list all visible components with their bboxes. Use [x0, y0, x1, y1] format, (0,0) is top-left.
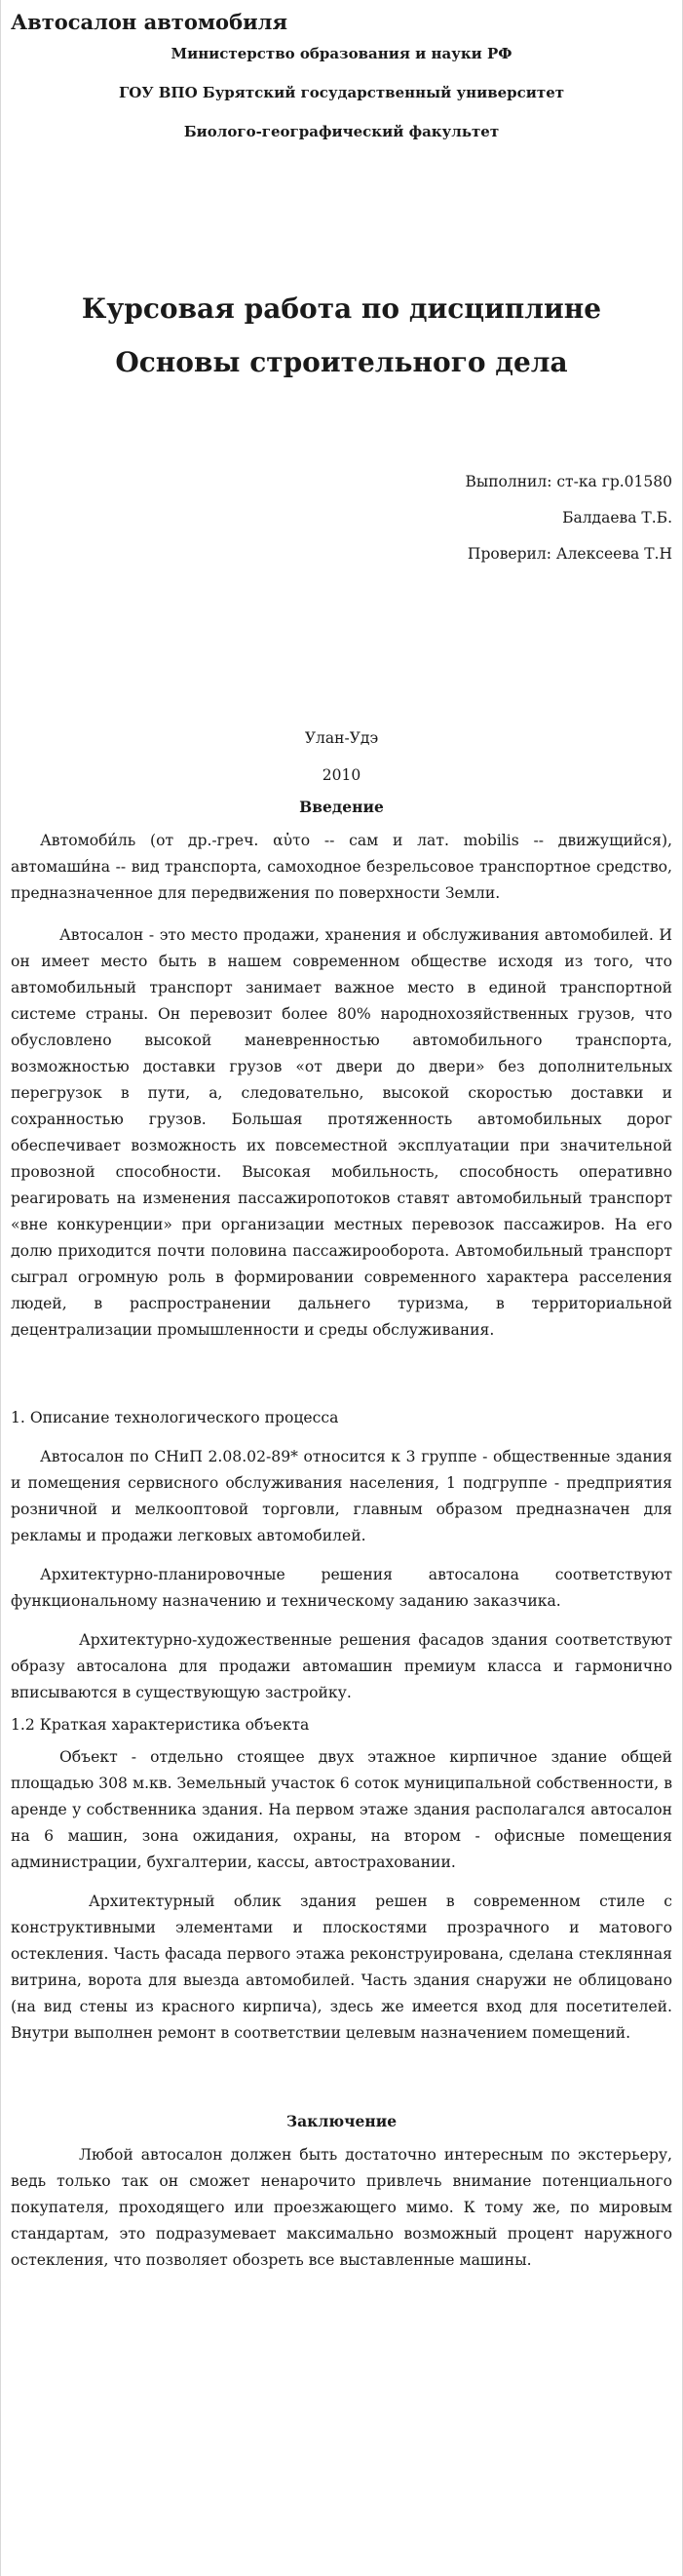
performed-by: Выполнил: ст-ка гр.01580: [465, 473, 672, 490]
course-title-line1: Курсовая работа по дисциплине: [81, 293, 602, 325]
intro-heading: Введение: [299, 798, 384, 816]
conclusion-heading: Заключение: [285, 2112, 398, 2130]
student-name: Балдаева Т.Б.: [562, 509, 672, 527]
intro-paragraph-2: Автосалон - это место продажи, хранения и обслуживания автомобилей. И он имеет место быть в нашем современном обществе исходя из того, что автомобильный транспорт занимает важное место в единой транспортной системе страны. Он перевозит более 80% народнохозяйственных грузов, что обусловлено высокой маневренностью автомобильного транспорта, возможностью доставки грузов «от двери до двери» без дополнительных перегрузок в пути, а, следовательно, высокой скоростью доставки и сохранностью грузов. Большая протяженность автомобильных дорог обеспечивает возможность их повсеместной эксплуатации при значительной провозной способности. Высокая мобильность, способность оперативно реагировать на изменения пассажиропотоков ставят автомобильный транспорт «вне конкуренции» при организации местных перевозок пассажиров. На его долю приходится почти половина пассажирооборота. Автомобильный транспорт сыграл огромную роль в формировании современного характера расселения людей, в распространении дальнего туризма, в территориальной децентрализации промышленности и среды обслуживания.: [11, 926, 672, 1339]
checked-by: Проверил: Алексеева Т.Н: [467, 545, 672, 563]
year: 2010: [322, 766, 361, 784]
ministry-header: Министерство образования и науки РФ: [171, 45, 512, 62]
conclusion-paragraph: Любой автосалон должен быть достаточно интересным по экстерьеру, ведь только так он сможет ненарочито привлечь внимание потенциального покупателя, проходящего или проезжающего мимо. К тому же, по мировым стандартам, это подразумевает максимально возможный процент наружного остекления, что позволяет обозреть все выставленные машины.: [11, 2146, 672, 2269]
faculty-header: Биолого-географический факультет: [183, 123, 500, 140]
section-1-paragraph-3: Архитектурно-художественные решения фасадов здания соответствуют образу автосалона для продажи автомашин премиум класса и гармонично вписываются в существующую застройку.: [11, 1631, 672, 1701]
section-1-paragraph-2: Архитектурно-планировочные решения автосалона соответствуют функциональному назначению и техническому заданию заказчика.: [11, 1566, 672, 1610]
section-1-2-heading: 1.2 Краткая характеристика объекта: [11, 1716, 310, 1734]
section-1-heading: 1. Описание технологического процесса: [11, 1409, 339, 1426]
section-1-paragraph-1: Автосалон по СНиП 2.08.02-89* относится к 3 группе - общественные здания и помещения сервисного обслуживания населения, 1 подгруппе - предприятия розничной и мелкооптовой торговли, главным образом предназначен для рекламы и продажи легковых автомобилей.: [11, 1448, 672, 1544]
document-title: Автосалон автомобиля: [11, 10, 287, 34]
university-header: ГОУ ВПО Бурятский государственный университет: [118, 84, 565, 101]
section-1-2-paragraph-1: Объект - отдельно стоящее двух этажное кирпичное здание общей площадью 308 м.кв. Земельный участок 6 соток муниципальной собственности, в аренде у собственника здания. На первом этаже здания располагался автосалон на 6 машин, зона ожидания, охраны, на втором - офисные помещения администрации, бухгалтерии, кассы, автостраховании.: [11, 1748, 672, 1871]
course-title-line2: Основы строительного дела: [115, 346, 568, 378]
intro-paragraph-1: Автомоби́ль (от др.-греч. αὐτο -- сам и лат. mobilis -- движущийся), автомаши́на -- вид транспорта, самоходное безрельсовое транспортное средство, предназначенное для передвижения по поверхности Земли.: [11, 832, 672, 902]
city: Улан-Удэ: [304, 729, 379, 747]
section-1-2-paragraph-2: Архитектурный облик здания решен в современном стиле с конструктивными элементами и плоскостями прозрачного и матового остекления. Часть фасада первого этажа реконструирована, сделана стеклянная витрина, ворота для выезда автомобилей. Часть здания снаружи не облицовано (на вид стены из красного кирпича), здесь же имеется вход для посетителей. Внутри выполнен ремонт в соответствии целевым назначением помещений.: [11, 1893, 672, 2042]
